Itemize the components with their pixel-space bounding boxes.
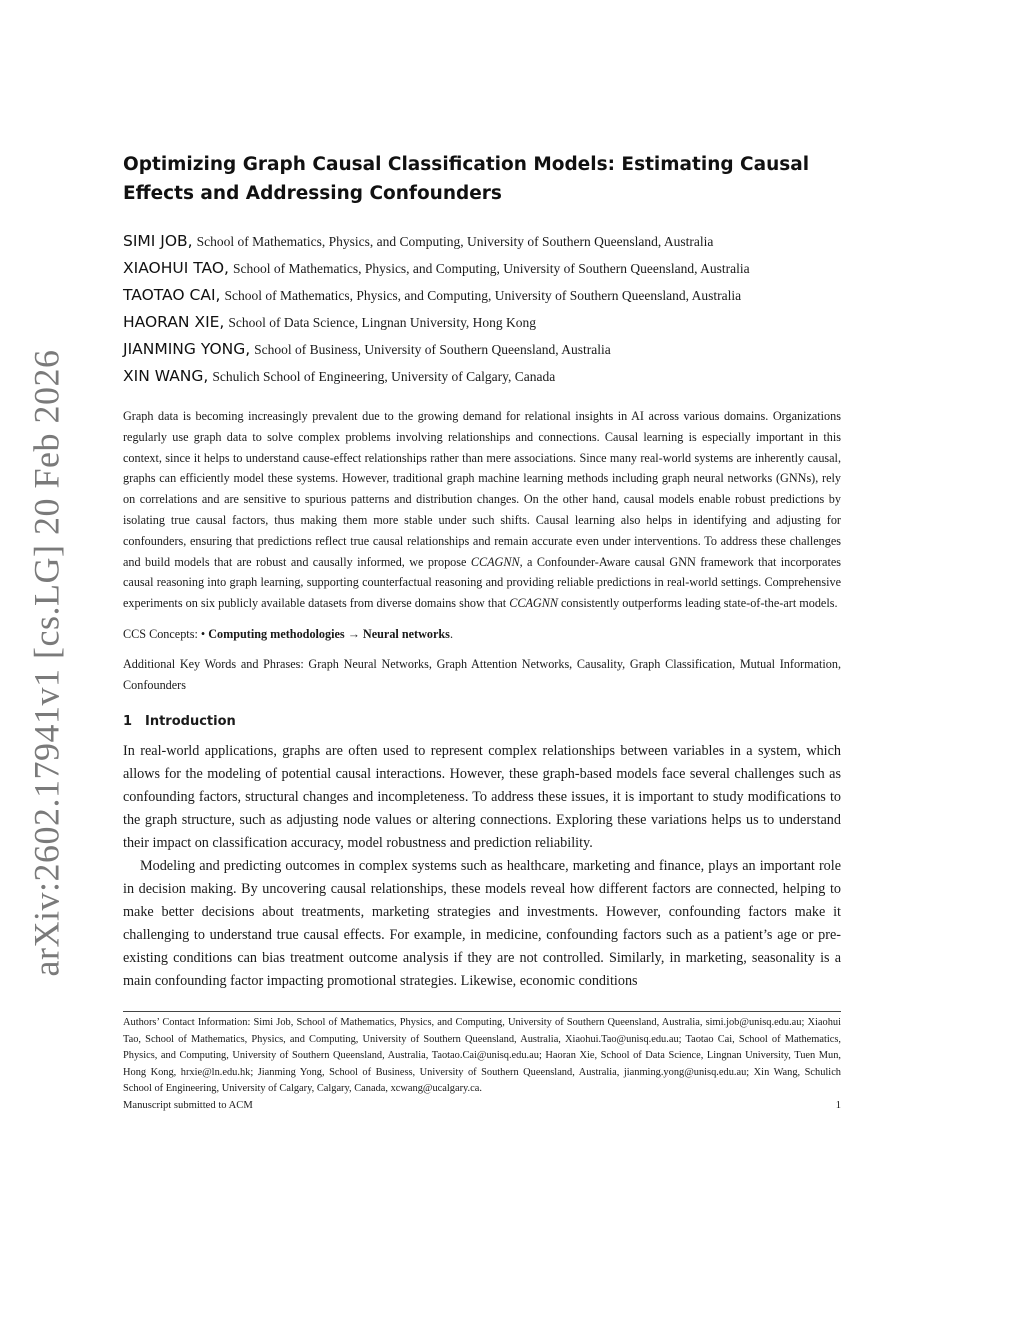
author-entry [123, 282, 841, 309]
submission-note: Manuscript submitted to ACM [123, 1100, 253, 1111]
model-name: CCAGNN [509, 596, 558, 611]
author-name: XIN WANG, [123, 367, 209, 385]
author-entry [123, 255, 841, 282]
abstract-text-1: Graph data is becoming increasingly prevalent due to the growing demand for relational insights in AI across various domains. Organizations regularly use graph data to solve complex problems involving relationships and connections. Causal learning is especially important in this context, since it helps to understand cause-effect relationships rather than mere associations. Since many real-world systems are inherently causal, graphs can efficiently model these systems. However, traditional graph machine learning methods including graph neural networks (GNNs), rely on correlations and are sensitive to spurious patterns and distribution changes. On the other hand, causal models enable robust predictions by isolating true causal factors, thus making them more stable under such shifts. Causal learning also helps in identifying and adjusting for confounders, ensuring that predictions reflect true causal relationships and remain accurate even under interventions. To address these challenges and build models that are robust and causally informed, we propose [123, 409, 841, 569]
paper-title: Optimizing Graph Causal Classification Models: Estimating Causal Effects and Addressing Confounders [123, 154, 810, 204]
ccs-concepts [123, 624, 841, 644]
body-paragraph: Modeling and predicting outcomes in complex systems such as healthcare, marketing and finance, plays an important role in decision making. By uncovering causal relationships, these models reveal how different factors are connected, helping to make better decisions about treatments, marketing strategies and investments. However, confounding factors make it challenging to understand true causal effects. For example, in medicine, confounding factors such as a patient’s age or pre-existing conditions can bias treatment outcome analysis if they are not controlled. Similarly, in marketing, seasonality is a main confounding factor impacting promotional strategies. Likewise, economic conditions [123, 857, 841, 989]
author-contact-footnote: Authors’ Contact Information: Simi Job, School of Mathematics, Physics, and Computing, University of Southern Queensland, Australia, simi.job@unisq.edu.au; Xiaohui Tao, School of Mathematics, Physics, and Computing, University of Southern Queensland, Australia, Xiaohui.Tao@unisq.edu.au; Taotao Cai, School of Mathematics, Physics, and Computing, University of Southern Queensland, Australia, Taotao.Cai@unisq.edu.au; Haoran Xie, School of Data Science, Lingnan University, Tuen Mun, Hong Kong, hrxie@ln.edu.hk; Jianming Yong, School of Business, University of Southern Queensland, Australia, jianming.yong@unisq.edu.au; Xin Wang, Schulich School of Engineering, University of Calgary, Calgary, Canada, xcwang@ucalgary.ca. [123, 1017, 841, 1095]
author-name: XIAOHUI TAO, [123, 259, 229, 277]
keywords: Additional Key Words and Phrases: Graph Neural Networks, Graph Attention Networks, Causality, Graph Classification, Mutual Information, Confounders [123, 656, 841, 692]
author-entry [123, 309, 841, 336]
footnote-divider [123, 1011, 841, 1012]
section-title: Introduction [145, 713, 236, 729]
abstract-text-2: a Confounder-Aware causal GNN framework that incorporates causal reasoning into graph learning, supporting counterfactual reasoning and providing reliable predictions in real-world settings. Comprehensive experiments on six publicly available datasets from diverse domains show that [123, 554, 841, 611]
author-entry [123, 336, 841, 363]
author-affiliation: School of Business, University of Southern Queensland, Australia [254, 342, 611, 357]
author-affiliation: Schulich School of Engineering, University of Calgary, Canada [212, 369, 556, 384]
author-name: HAORAN XIE, [123, 313, 225, 331]
page-footer [123, 1100, 841, 1111]
abstract [123, 406, 841, 614]
author-affiliation: School of Mathematics, Physics, and Computing, University of Southern Queensland, Australia [232, 261, 750, 276]
author-affiliation: School of Data Science, Lingnan University, Hong Kong [228, 315, 537, 330]
section-number: 1 [123, 713, 133, 729]
author-name: SIMI JOB, [123, 232, 193, 250]
arxiv-identifier-text: arXiv:2602.17941v1 [cs.LG] 20 Feb 2026 [26, 349, 67, 977]
model-name: CCAGNN, [470, 554, 523, 569]
ccs-concept: Computing methodologies → Neural networks [208, 626, 450, 641]
body-paragraph: In real-world applications, graphs are often used to represent complex relationships between variables in a system, which allows for the modeling of potential causal interactions. However, these graph-based models face several challenges such as confounding factors, structural changes and incompleteness. To address these issues, it is important to study modifications to the graph structure, such as adjusting node values or altering connections. Exploring these variations helps us to understand their impact on classification accuracy, model robustness and prediction reliability. [123, 742, 841, 851]
author-entry [123, 363, 841, 390]
paper-first-page [123, 150, 841, 993]
author-entry [123, 228, 841, 255]
abstract-text-3: consistently outperforms leading state-of-the-art models. [557, 596, 838, 611]
author-list [123, 228, 841, 390]
author-affiliation: School of Mathematics, Physics, and Computing, University of Southern Queensland, Australia [224, 288, 742, 303]
page-number: 1 [835, 1100, 841, 1111]
author-affiliation: School of Mathematics, Physics, and Computing, University of Southern Queensland, Australia [196, 234, 714, 249]
author-name: JIANMING YONG, [123, 340, 251, 358]
arxiv-identifier-stamp [14, 349, 78, 977]
ccs-end: . [449, 626, 453, 641]
ccs-label: CCS Concepts: • [123, 626, 209, 641]
section-heading [123, 714, 841, 730]
author-name: TAOTAO CAI, [123, 286, 221, 304]
